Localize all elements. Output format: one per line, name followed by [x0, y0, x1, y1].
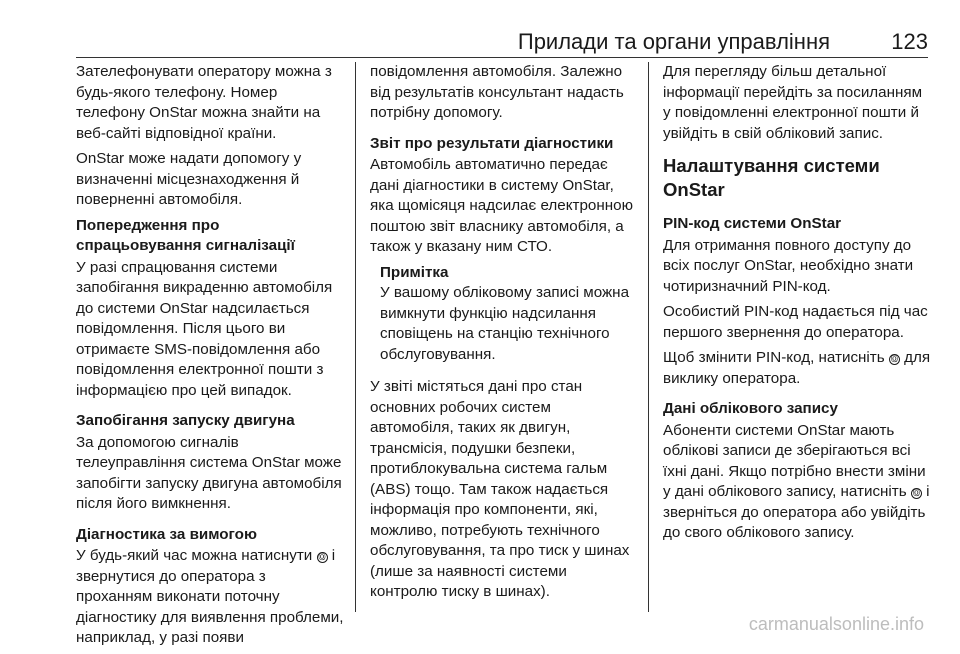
- subheading-account: Дані облікового запису: [663, 400, 838, 417]
- paragraph: Для отримання повного доступу до всіх послуг OnStar, необхідно знати чотиризначний PIN-код.: [663, 236, 914, 295]
- paragraph: За допомогою сигналів телеуправління система OnStar може запобігти запуску двигуна автомобіля після його вимкнення.: [76, 433, 342, 512]
- paragraph: У будь-який час можна натиснути Ⓞ і звернутися до оператора з проханням виконати поточну діагностику для виявлення проблеми, наприклад, у разі появи: [76, 547, 344, 646]
- column-3: [663, 62, 931, 549]
- paragraph: Щоб змінити PIN-код, натисніть Ⓞ для виклику оператора.: [663, 349, 931, 387]
- page-number: 123: [891, 29, 928, 54]
- paragraph: Абоненти системи OnStar мають облікові записи де зберігаються всі їхні дані. Якщо потрібно внести зміни у дані облікового запису, натисніть Ⓞ і зверніться до оператора або увійдіть до свого облікового запису.: [663, 421, 930, 541]
- column-1: [76, 62, 344, 654]
- page-title: Прилади та органи управління: [517, 29, 830, 54]
- onstar-button-icon: Ⓞ: [890, 356, 898, 363]
- onstar-button-icon: Ⓞ: [912, 490, 920, 497]
- note-text: У вашому обліковому записі можна вимкнути функцію надсилання сповіщень на станцію технічного обслуговування.: [380, 284, 630, 363]
- watermark: carmanualsonline.info: [748, 614, 924, 634]
- note-box: [380, 263, 636, 366]
- paragraph: Автомобіль автоматично передає дані діагностики в систему OnStar, яка щомісяця надсилає електронною поштою звіт власнику автомобіля, а також у вказану ним СТО.: [370, 156, 633, 255]
- onstar-button-icon: Ⓞ: [318, 554, 326, 561]
- subheading-pin: PIN-код системи OnStar: [663, 215, 842, 232]
- paragraph: Зателефонувати оператору можна з будь-якого телефону. Номер телефону OnStar можна знайти на веб-сайті відповідної країни.: [76, 63, 332, 142]
- paragraph: Для перегляду більш детальної інформації перейдіть за посиланням у повідомленні електронної пошти й увійдіть в свій обліковий запис.: [663, 63, 923, 142]
- header-divider: [76, 57, 928, 58]
- subheading-report: Звіт про результати діагностики: [370, 134, 614, 152]
- paragraph: Особистий PIN-код надається під час першого звернення до оператора.: [663, 303, 928, 341]
- paragraph: повідомлення автомобіля. Залежно від результатів консультант надасть потрібну допомогу.: [370, 63, 624, 121]
- paragraph: OnStar може надати допомогу у визначенні місцезнаходження й поверненні автомобіля.: [76, 150, 302, 208]
- subheading-diagnostics: Діагностика за вимогою: [76, 525, 257, 543]
- note-label: Примітка: [380, 263, 449, 281]
- subheading-alarm: Попередження про спрацьовування сигналізації: [76, 216, 295, 254]
- column-divider-2: [648, 62, 649, 612]
- subheading-prevent-start: Запобігання запуску двигуна: [76, 412, 295, 429]
- section-heading: Налаштування системи OnStar: [663, 155, 880, 200]
- paragraph: У звіті містяться дані про стан основних робочих систем автомобіля, таких як двигун, трансмісія, подушки безпеки, протиблокувальна система гальм (ABS) тощо. Там також надається інформація про компоненти, які, можливо, потребують технічного обслуговування, та про тиск у шинах (лише за наявності системи контролю тиску в шинах).: [370, 378, 630, 600]
- paragraph: У разі спрацювання системи запобігання викраденню автомобіля до системи OnStar надсилається повідомлення. Після цього ви отримаєте SMS-повідомлення або повідомлення електронної пошти з інформацією про цей випадок.: [76, 258, 333, 399]
- column-divider-1: [355, 62, 356, 612]
- page-header: [0, 0, 960, 60]
- column-2: [370, 62, 636, 608]
